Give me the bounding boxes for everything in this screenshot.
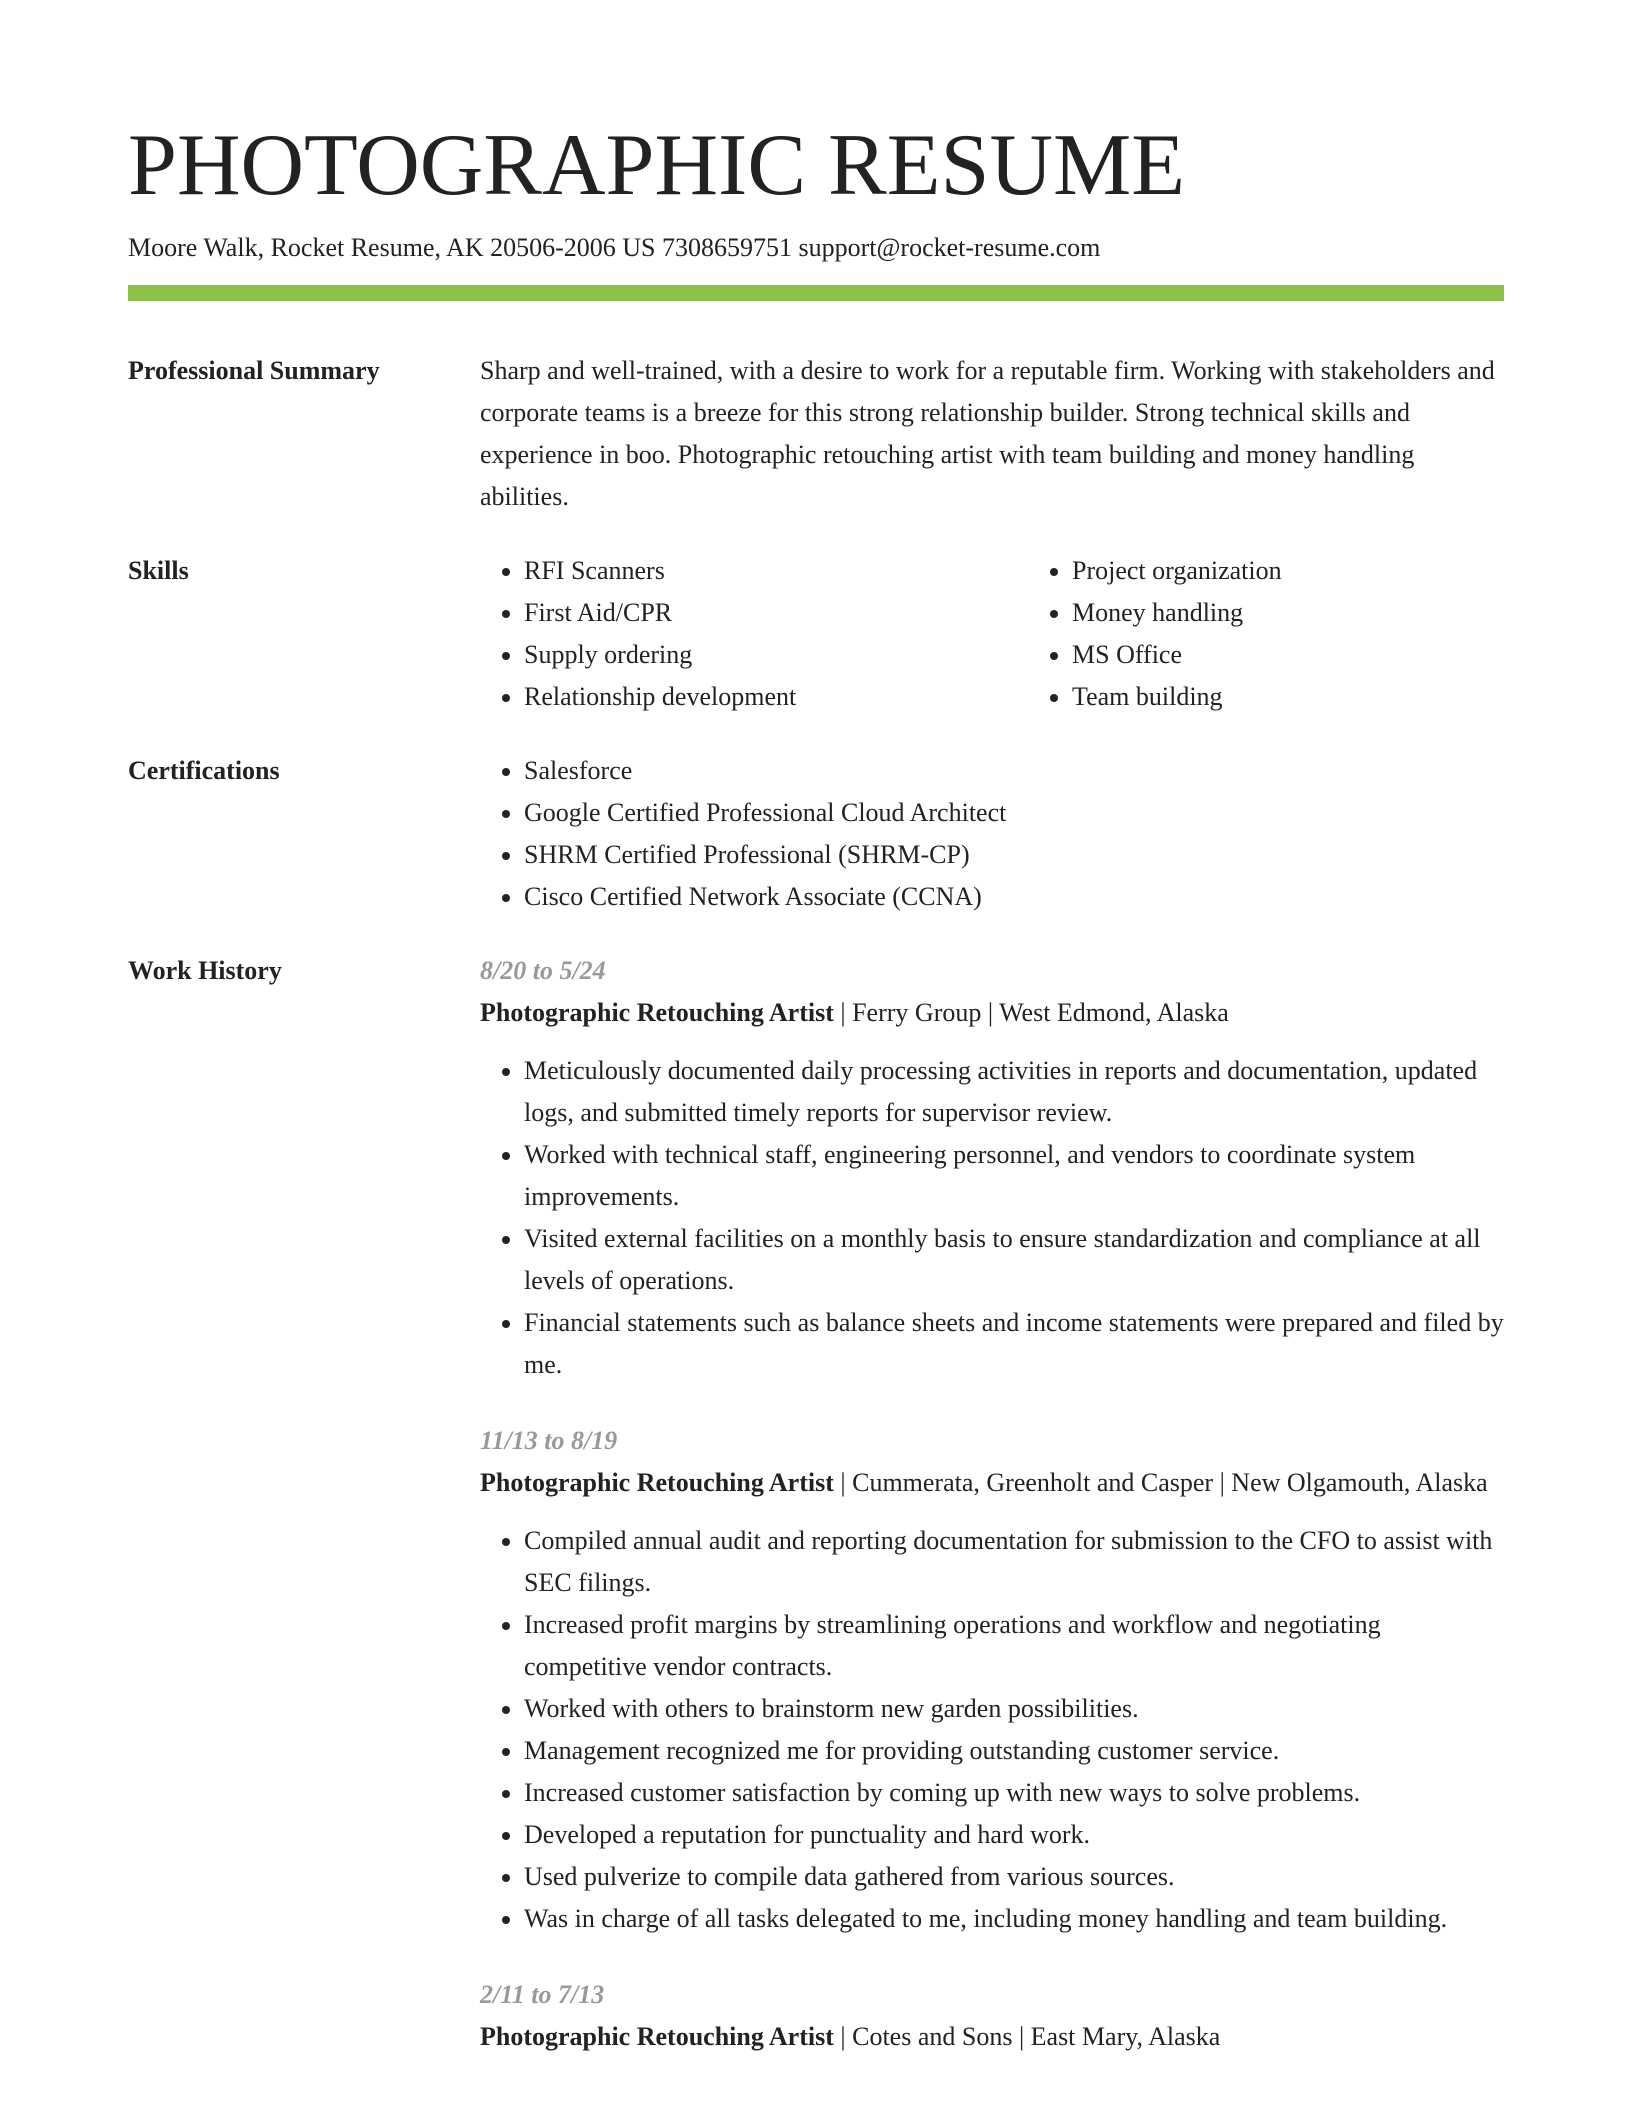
job-dates: 8/20 to 5/24: [480, 956, 606, 985]
job-bullet: • Worked with others to brainstorm new garden possibilities.: [524, 1688, 1504, 1730]
section-work-history: [128, 950, 1504, 2092]
job-bullet: • Increased customer satisfaction by coming up with new ways to solve problems.: [524, 1772, 1504, 1814]
skills-grid: [480, 550, 1576, 718]
job-bullet: • Was in charge of all tasks delegated to me, including money handling and team building.: [524, 1898, 1504, 1940]
resume-name-heading: PHOTOGRAPHIC RESUME: [128, 117, 1185, 214]
skills-list-right: [1028, 550, 1576, 718]
job-bullets: [480, 1050, 1504, 1386]
job-bullet: • Worked with technical staff, engineering personnel, and vendors to coordinate system improvements.: [524, 1134, 1504, 1218]
skill-item: • Supply ordering: [524, 634, 1028, 676]
job-dates: 2/11 to 7/13: [480, 1980, 605, 2009]
certification-item: • Cisco Certified Network Associate (CCNA): [524, 876, 1504, 918]
skill-item: • Relationship development: [524, 676, 1028, 718]
certification-item: • Google Certified Professional Cloud Architect: [524, 792, 1504, 834]
section-label-certifications: Certifications: [128, 756, 280, 785]
certification-item: • SHRM Certified Professional (SHRM-CP): [524, 834, 1504, 876]
work-history-body: [480, 950, 1504, 2092]
summary-body: [480, 350, 1504, 518]
resume-sections: [128, 350, 1504, 2124]
section-skills: [128, 550, 1504, 718]
skills-list-left: [480, 550, 1028, 718]
job-entry: [480, 950, 1504, 1386]
job-bullet: • Financial statements such as balance sheets and income statements were prepared and filed by me.: [524, 1302, 1504, 1386]
section-label-skills: Skills: [128, 556, 189, 585]
accent-divider: [128, 285, 1504, 301]
section-label-work-history: Work History: [128, 956, 282, 985]
certifications-body: [480, 750, 1504, 918]
job-heading: [480, 2016, 1504, 2058]
section-certifications: [128, 750, 1504, 918]
job-bullets: [480, 1520, 1504, 1940]
skill-item: • Team building: [1072, 676, 1576, 718]
job-title: Photographic Retouching Artist: [480, 998, 834, 1027]
section-professional-summary: [128, 350, 1504, 518]
job-dates: 11/13 to 8/19: [480, 1426, 618, 1455]
job-bullet: • Compiled annual audit and reporting documentation for submission to the CFO to assist with SEC filings.: [524, 1520, 1504, 1604]
job-details: | Ferry Group | West Edmond, Alaska: [833, 998, 1229, 1027]
job-heading: [480, 992, 1504, 1034]
contact-info: Moore Walk, Rocket Resume, AK 20506-2006 US 7308659751 support@rocket-resume.com: [128, 233, 1101, 262]
skill-item: • Money handling: [1072, 592, 1576, 634]
job-bullet: • Management recognized me for providing outstanding customer service.: [524, 1730, 1504, 1772]
job-entry: [480, 1420, 1504, 1940]
section-label-summary: Professional Summary: [128, 356, 380, 385]
job-details: | Cummerata, Greenholt and Casper | New Olgamouth, Alaska: [833, 1468, 1488, 1497]
certification-item: • Salesforce: [524, 750, 1504, 792]
job-heading: [480, 1462, 1504, 1504]
job-details: | Cotes and Sons | East Mary, Alaska: [833, 2022, 1221, 2051]
job-bullet: • Visited external facilities on a monthly basis to ensure standardization and compliance at all levels of operations.: [524, 1218, 1504, 1302]
job-bullet: • Used pulverize to compile data gathered from various sources.: [524, 1856, 1504, 1898]
job-bullet: • Increased profit margins by streamlining operations and workflow and negotiating competitive vendor contracts.: [524, 1604, 1504, 1688]
skill-item: • First Aid/CPR: [524, 592, 1028, 634]
job-title: Photographic Retouching Artist: [480, 1468, 834, 1497]
certifications-list: [480, 750, 1504, 918]
job-title: Photographic Retouching Artist: [480, 2022, 834, 2051]
summary-text: Sharp and well-trained, with a desire to work for a reputable firm. Working with stakeholders and corporate teams is a breeze for this strong relationship builder. Strong technical skills and experience in boo. Photographic retouching artist with team building and money handling abilities.: [480, 356, 1495, 511]
job-entry: [480, 1974, 1504, 2058]
skill-item: • MS Office: [1072, 634, 1576, 676]
job-bullet: • Meticulously documented daily processing activities in reports and documentation, updated logs, and submitted timely reports for supervisor review.: [524, 1050, 1504, 1134]
skill-item: • Project organization: [1072, 550, 1576, 592]
job-bullet: • Developed a reputation for punctuality and hard work.: [524, 1814, 1504, 1856]
skill-item: • RFI Scanners: [524, 550, 1028, 592]
